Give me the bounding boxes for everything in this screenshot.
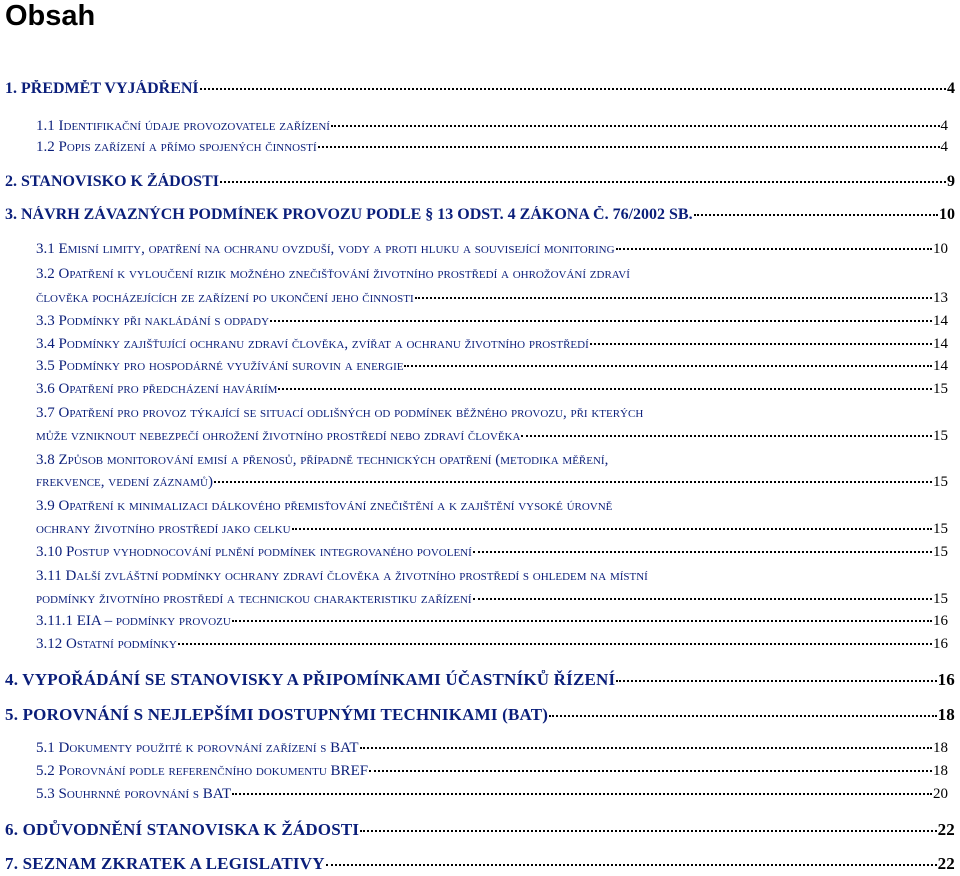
- toc-entry-3-3[interactable]: [36, 313, 948, 330]
- toc-page-number: 18: [933, 763, 948, 779]
- toc-page-number: 16: [937, 670, 955, 689]
- toc-page-number: 4: [947, 80, 955, 97]
- toc-page-number: 4: [940, 118, 948, 134]
- toc-page-number: 22: [937, 820, 955, 839]
- toc-entry-text: 3.3 Podmínky při nakládání s odpady: [36, 313, 270, 329]
- toc-page-number: 18: [933, 740, 948, 756]
- toc-leader: [220, 181, 946, 183]
- toc-leader: [404, 365, 932, 367]
- toc-leader: [292, 528, 932, 530]
- toc-entry-6[interactable]: [5, 820, 955, 840]
- toc-page-number: 10: [939, 206, 955, 223]
- toc-leader: [473, 551, 932, 553]
- toc-entry-3[interactable]: [5, 206, 955, 224]
- toc-leader: [200, 88, 946, 90]
- toc-leader: [360, 830, 936, 832]
- toc-entry-text: 3.12 Ostatní podmínky: [36, 636, 177, 652]
- toc-entry-text: 3.1 Emisní limity, opatření na ochranu ovzduší, vody a proti hluku a související monitoring: [36, 241, 615, 257]
- toc-entry-3-9[interactable]: [36, 521, 948, 538]
- toc-leader: [415, 297, 932, 299]
- toc-entry-text: 3.4 Podmínky zajišťující ochranu zdraví člověka, zvířat a ochranu životního prostředí: [36, 336, 589, 352]
- toc-entry-text: 5.1 Dokumenty použité k porovnání zařízení s BAT: [36, 740, 359, 756]
- toc-page-number: 16: [933, 613, 948, 629]
- toc-leader: [278, 388, 932, 390]
- toc-leader: [473, 598, 932, 600]
- toc-entry-5-2[interactable]: [36, 763, 948, 780]
- toc-entry-1-2[interactable]: [36, 139, 948, 156]
- toc-entry-3-12[interactable]: [36, 636, 948, 653]
- toc-entry-text: může vzniknout nebezpečí ohrožení životního prostředí nebo zdraví člověka: [36, 428, 521, 444]
- toc-entry-text: 3.5 Podmínky pro hospodárné využívání surovin a energie: [36, 358, 404, 374]
- toc-page-number: 9: [947, 173, 955, 190]
- toc-leader: [521, 435, 932, 437]
- toc-page-number: 15: [933, 428, 948, 444]
- toc-leader: [232, 793, 932, 795]
- toc-entry-3-6[interactable]: [36, 381, 948, 398]
- toc-entry-text: člověka pocházejících ze zařízení po ukončení jeho činnosti: [36, 290, 414, 306]
- toc-entry-1-1[interactable]: [36, 118, 948, 135]
- toc-entry-3-11-1[interactable]: [36, 613, 948, 630]
- toc-entry-text: 2. STANOVISKO K ŽÁDOSTI: [5, 173, 219, 190]
- toc-entry-7[interactable]: [5, 854, 955, 874]
- toc-entry-3-2[interactable]: [36, 290, 948, 307]
- toc-entry-text: 5.2 Porovnání podle referenčního dokumentu BREF: [36, 763, 369, 779]
- toc-page-number: 15: [933, 521, 948, 537]
- page-title: Obsah: [5, 0, 96, 32]
- toc-leader: [214, 481, 932, 483]
- toc-entry-3-11-line1[interactable]: 3.11 Další zvláštní podmínky ochrany zdraví člověka a životního prostředí s ohledem na místní: [36, 568, 648, 584]
- toc-entry-5[interactable]: [5, 705, 955, 725]
- toc-entry-1[interactable]: [5, 80, 955, 98]
- toc-page-number: 14: [933, 313, 948, 329]
- toc-entry-3-11[interactable]: [36, 591, 948, 608]
- toc-entry-text: 1. PŘEDMĚT VYJÁDŘENÍ: [5, 80, 199, 97]
- toc-entry-text: 5. POROVNÁNÍ S NEJLEPŠÍMI DOSTUPNÝMI TECHNIKAMI (BAT): [5, 705, 549, 724]
- toc-leader: [331, 125, 940, 127]
- toc-page-number: 14: [933, 358, 948, 374]
- toc-entry-3-5[interactable]: [36, 358, 948, 375]
- toc-entry-3-4[interactable]: [36, 336, 948, 353]
- toc-entry-text: 3.11.1 EIA – podmínky provozu: [36, 613, 231, 629]
- toc-entry-3-10[interactable]: [36, 544, 948, 561]
- toc-entry-3-7-line1[interactable]: 3.7 Opatření pro provoz týkající se situací odlišných od podmínek běžného provozu, při kterých: [36, 405, 644, 421]
- toc-page-number: 22: [937, 854, 955, 873]
- toc-page-number: 16: [933, 636, 948, 652]
- toc-entry-text: 3. NÁVRH ZÁVAZNÝCH PODMÍNEK PROVOZU PODLE § 13 ODST. 4 ZÁKONA Č. 76/2002 SB.: [5, 206, 693, 223]
- toc-page-number: 15: [933, 381, 948, 397]
- toc-entry-text: 3.10 Postup vyhodnocování plnění podmínek integrovaného povolení: [36, 544, 472, 560]
- toc-page-number: 15: [933, 591, 948, 607]
- toc-entry-text: 1.2 Popis zařízení a přímo spojených činností: [36, 139, 317, 155]
- toc-entry-5-3[interactable]: [36, 786, 948, 803]
- toc-leader: [326, 864, 937, 866]
- toc-entry-3-8[interactable]: [36, 474, 948, 491]
- toc-entry-3-8-line1[interactable]: 3.8 Způsob monitorování emisí a přenosů, případně technických opatření (metodika měření,: [36, 452, 609, 468]
- toc-page-number: 4: [940, 139, 948, 155]
- toc-leader: [232, 620, 932, 622]
- toc-leader: [360, 747, 933, 749]
- toc-page-number: 14: [933, 336, 948, 352]
- toc-page-number: 15: [933, 474, 948, 490]
- toc-page-number: 20: [933, 786, 948, 802]
- toc-entry-text: ochrany životního prostředí jako celku: [36, 521, 291, 537]
- toc-entry-3-7[interactable]: [36, 428, 948, 445]
- toc-entry-text: 7. SEZNAM ZKRATEK A LEGISLATIVY: [5, 854, 325, 873]
- toc-leader: [590, 343, 932, 345]
- toc-entry-4[interactable]: [5, 670, 955, 690]
- toc-leader: [270, 320, 932, 322]
- toc-page-number: 10: [933, 241, 948, 257]
- toc-entry-text: 4. VYPOŘÁDÁNÍ SE STANOVISKY A PŘIPOMÍNKAMI ÚČASTNÍKŮ ŘÍZENÍ: [5, 670, 616, 689]
- toc-entry-text: 6. ODŮVODNĚNÍ STANOVISKA K ŽÁDOSTI: [5, 820, 360, 839]
- toc-leader: [694, 214, 938, 216]
- toc-page-number: 15: [933, 544, 948, 560]
- toc-page-number: 13: [933, 290, 948, 306]
- toc-entry-3-2-line1[interactable]: 3.2 Opatření k vyloučení rizik možného znečišťování životního prostředí a ohrožování zdraví: [36, 266, 630, 282]
- toc-leader: [369, 770, 932, 772]
- toc-entry-text: 1.1 Identifikační údaje provozovatele zařízení: [36, 118, 330, 134]
- toc-leader: [178, 643, 932, 645]
- toc-page-number: 18: [937, 705, 955, 724]
- toc-entry-text: frekvence, vedení záznamů): [36, 474, 213, 490]
- toc-leader: [549, 715, 936, 717]
- toc-entry-text: podmínky životního prostředí a technickou charakteristiku zařízení: [36, 591, 472, 607]
- toc-entry-2[interactable]: [5, 173, 955, 191]
- toc-entry-text: 3.6 Opatření pro předcházení haváriím: [36, 381, 278, 397]
- toc-entry-3-1[interactable]: [36, 241, 948, 258]
- toc-entry-3-9-line1[interactable]: 3.9 Opatření k minimalizaci dálkového přemisťování znečištění a k zajištění vysoké úrovně: [36, 498, 613, 514]
- toc-entry-5-1[interactable]: [36, 740, 948, 757]
- toc-entry-text: 5.3 Souhrnné porovnání s BAT: [36, 786, 232, 802]
- toc-leader: [616, 248, 932, 250]
- toc-leader: [616, 680, 936, 682]
- toc-leader: [318, 146, 940, 148]
